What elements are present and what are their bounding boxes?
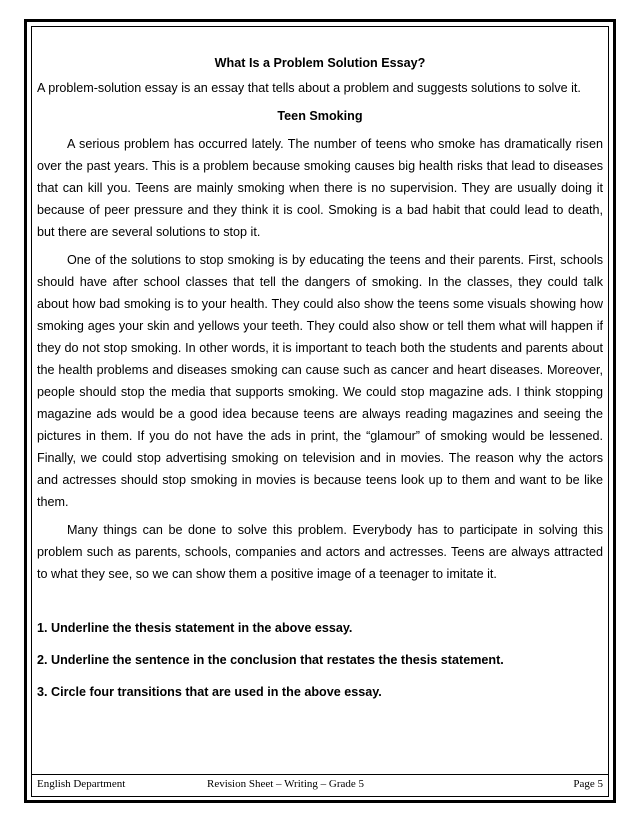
- essay-paragraph-conclusion: Many things can be done to solve this problem. Everybody has to participate in solving this problem such as parents, schools, companies and actors and actresses. Teens are always attracted to what they see, so we can show them a positive image of a teenager to imitate it.: [37, 523, 603, 581]
- page-content: [37, 52, 603, 703]
- footer-department: English Department: [37, 778, 126, 790]
- definition-text: A problem-solution essay is an essay that tells about a problem and suggests solutions to solve it.: [37, 81, 581, 95]
- footer-sheet-title: Revision Sheet – Writing – Grade 5: [207, 778, 364, 790]
- footer-divider: [31, 774, 609, 775]
- question-1: 1. Underline the thesis statement in the above essay.: [37, 621, 353, 635]
- essay-paragraph-intro: A serious problem has occurred lately. The number of teens who smoke has dramatically risen over the past years. This is a problem because smoking causes big health risks that lead to diseases that can kill you. Teens are mainly smoking when there is no supervision. They are usually doing it because of peer pressure and they think it is cool. Smoking is a bad habit that could lead to death, but there are several solutions to stop it.: [37, 137, 603, 239]
- page-title: What Is a Problem Solution Essay?: [214, 56, 426, 70]
- essay-paragraph-body: One of the solutions to stop smoking is by educating the teens and their parents. First, schools should have after school classes that tell the dangers of smoking. In the classes, they could talk about how bad smoking is to your health. They could also show the teens some visuals showing how smoking ages your skin and yellows your teeth. They could also show or tell them what will happen if they do not stop smoking. In other words, it is important to teach both the students and parents about the health problems and diseases smoking can cause such as cancer and heart diseases. Moreover, people should stop the media that supports smoking. We could stop magazine ads. I think stopping magazine ads would be a good idea because teens are always reading magazines and seeing the pictures in them. If you do not have the ads in print, the “glamour” of smoking would be lessened. Finally, we could stop advertising smoking on television and in movies. The reason why the actors and actresses should stop smoking in movies is because teens look up to them and want to be like them.: [37, 253, 603, 509]
- question-2: 2. Underline the sentence in the conclusion that restates the thesis statement.: [37, 653, 504, 667]
- essay-title: Teen Smoking: [277, 109, 363, 123]
- footer-page-number: Page 5: [573, 778, 603, 790]
- question-3: 3. Circle four transitions that are used in the above essay.: [37, 685, 382, 699]
- page-footer: [37, 778, 603, 794]
